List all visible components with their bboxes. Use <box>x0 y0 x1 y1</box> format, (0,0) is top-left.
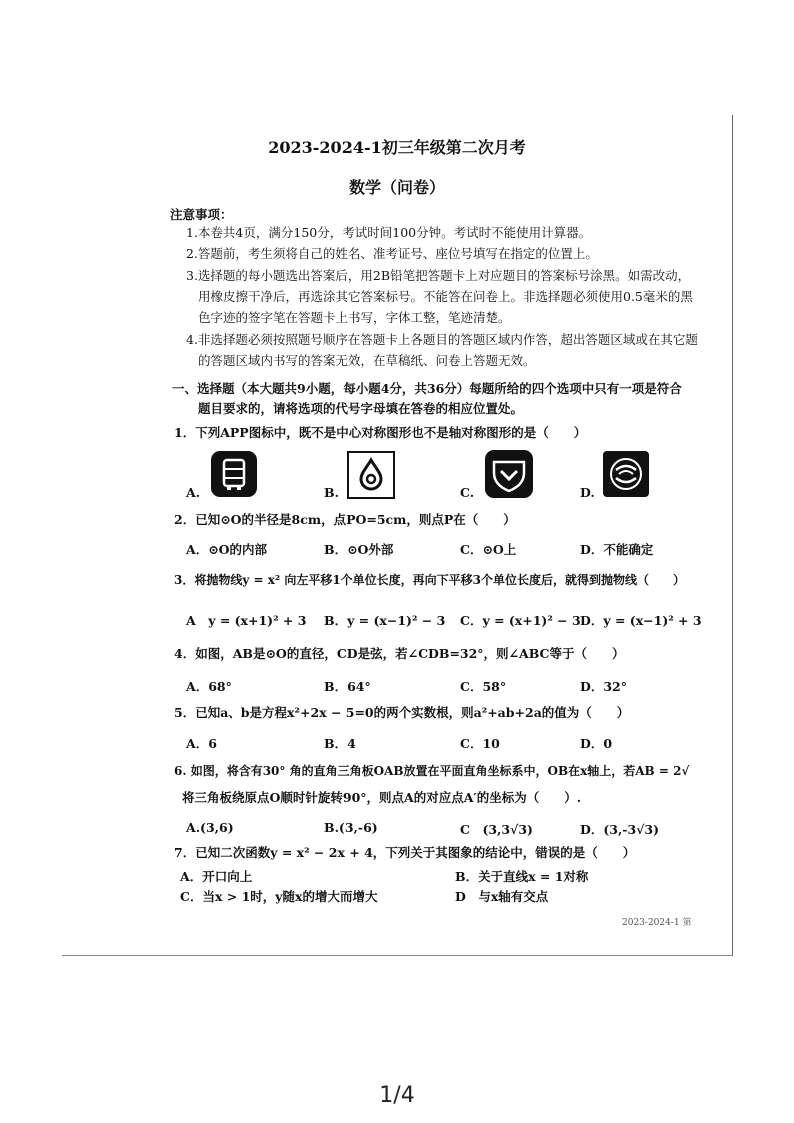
q7-stem: 7．已知二次函数y = x² − 2x + 4，下列关于其图象的结论中，错误的是（ ） <box>174 845 636 860</box>
q5-stem: 5．已知a、b是方程x²+2x − 5=0的两个实数根，则a²+ab+2a的值为（ ） <box>174 705 630 720</box>
notes-heading: 注意事项： <box>170 207 233 222</box>
note-3-cont-1: 用橡皮擦干净后，再选涂其它答案标号。不能答在问卷上。非选择题必须使用0.5毫米的黑 <box>198 289 693 304</box>
note-1: 1.本卷共4页，满分150分，考试时间100分钟。考试时不能使用计算器。 <box>186 225 592 240</box>
q6-option-d: D．(3,-3√3) <box>580 822 660 837</box>
exam-sheet <box>62 115 733 956</box>
q1-label-d: D. <box>580 485 595 500</box>
q3-stem: 3．将抛物线y = x² 向左平移1个单位长度，再向下平移3个单位长度后，就得到抛物线（ ） <box>174 573 686 587</box>
q6-option-c: C (3,3√3) <box>460 822 533 837</box>
q6-stem-line2: 将三角板绕原点O顺时针旋转90°，则点A的对应点A′的坐标为（ ）. <box>182 790 582 805</box>
q6-option-a: A.(3,6) <box>186 820 234 835</box>
note-4: 4.非选择题必须按照题号顺序在答题卡上各题目的答题区域内作答，超出答题区域或在其它题 <box>186 332 698 347</box>
q3-option-d: D．y = (x−1)² + 3 <box>580 613 702 628</box>
q3-option-b: B．y = (x−1)² − 3 <box>324 613 446 628</box>
q4-option-c: C．58° <box>460 679 507 694</box>
q7-option-c: C．当x > 1时，y随x的增大而增大 <box>180 889 378 904</box>
q1-label-c: C. <box>460 485 475 500</box>
q4-option-d: D．32° <box>580 679 627 694</box>
section1-heading: 一、选择题（本大题共9小题，每小题4分，共36分）每题所给的四个选项中只有一项是符合 <box>172 381 682 396</box>
q2-option-d: D．不能确定 <box>580 542 654 557</box>
note-4-cont: 的答题区域内书写的答案无效，在草稿纸、问卷上答题无效。 <box>198 353 536 368</box>
drop-app-icon <box>347 451 395 499</box>
q3-option-c: C．y = (x+1)² − 3 <box>460 613 581 628</box>
q5-option-b: B．4 <box>324 736 356 751</box>
q2-option-c: C．⊙O上 <box>460 542 517 557</box>
note-3-cont-2: 色字迹的签字笔在答题卡上书写，字体工整，笔迹清楚。 <box>198 310 511 325</box>
q2-option-a: A．⊙O的内部 <box>186 542 268 557</box>
q3-option-a: A y = (x+1)² + 3 <box>186 613 307 628</box>
q1-label-b: B. <box>324 485 339 500</box>
q7-option-a: A．开口向上 <box>180 869 253 884</box>
q4-option-a: A．68° <box>186 679 232 694</box>
q7-option-b: B．关于直线x = 1对称 <box>455 869 589 884</box>
q5-option-c: C．10 <box>460 736 500 751</box>
page-footer-mark: 2023-2024-1 第 <box>622 918 692 928</box>
q5-option-a: A．6 <box>186 736 217 751</box>
section1-instruction: 题目要求的，请将选项的代号字母填在答卷的相应位置处。 <box>198 401 524 416</box>
q6-option-b: B.(3,-6) <box>324 820 378 835</box>
q5-option-d: D．0 <box>580 736 613 751</box>
exam-subtitle: 数学（问卷） <box>348 178 445 197</box>
shield-app-icon <box>484 449 534 499</box>
note-3: 3.选择题的每小题选出答案后，用2B铅笔把答题卡上对应题目的答案标号涂黑。如需改动， <box>186 268 691 283</box>
mobile-app-icon <box>602 450 650 498</box>
q4-option-b: B．64° <box>324 679 371 694</box>
q1-stem: 1．下列APP图标中，既不是中心对称图形也不是轴对称图形的是（ ） <box>174 425 587 440</box>
q1-label-a: A. <box>186 485 201 500</box>
q6-stem-line1: 6. 如图，将含有30° 角的直角三角板OAB放置在平面直角坐标系中，OB在x轴上，若AB = 2√ <box>174 764 690 778</box>
q2-option-b: B．⊙O外部 <box>324 542 394 557</box>
page-indicator: 1/4 <box>379 1083 415 1108</box>
note-2: 2.答题前，考生须将自己的姓名、准考证号、座位号填写在指定的位置上。 <box>186 246 598 261</box>
exam-title: 2023-2024-1初三年级第二次月考 <box>268 138 526 157</box>
q4-stem: 4．如图，AB是⊙O的直径，CD是弦，若∠CDB=32°，则∠ABC等于（ ） <box>174 646 625 661</box>
bus-app-icon <box>210 450 258 498</box>
q7-option-d: D 与x轴有交点 <box>455 889 549 904</box>
q2-stem: 2．已知⊙O的半径是8cm，点PO=5cm，则点P在（ ） <box>174 512 516 527</box>
